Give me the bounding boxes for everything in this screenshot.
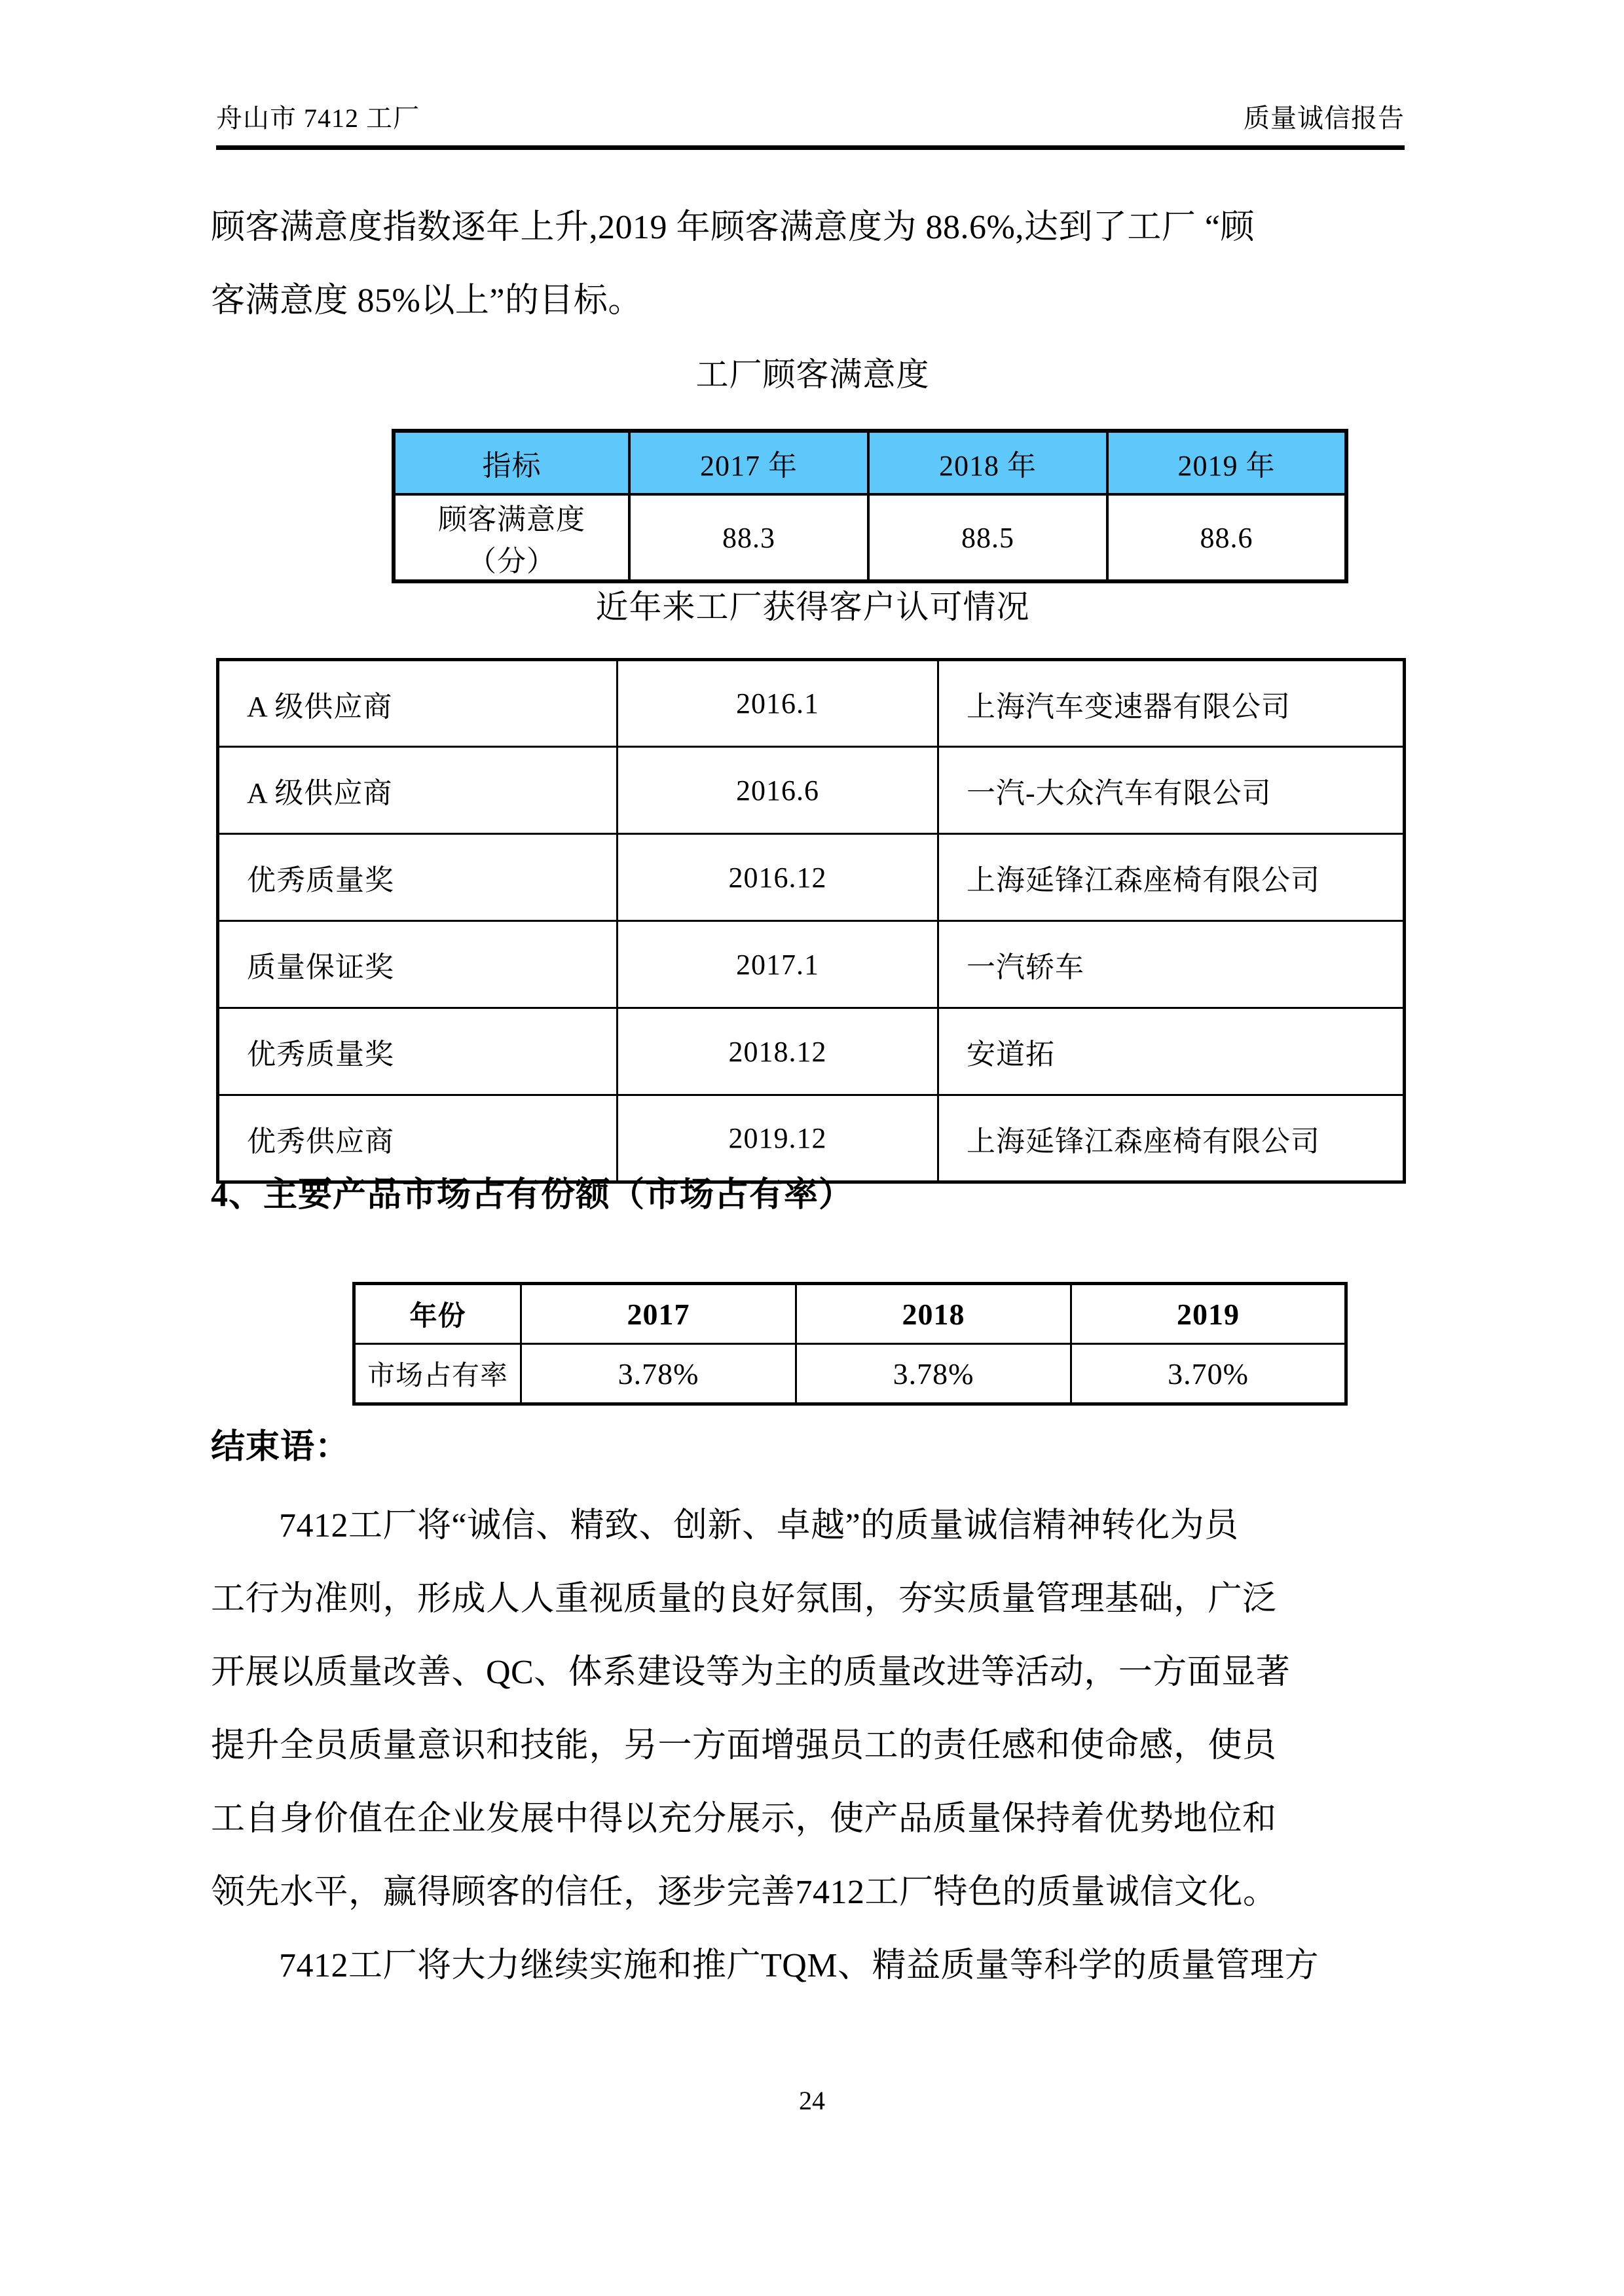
table-cell-customer: 一汽轿车 (938, 921, 1405, 1008)
awards-table-caption-wrap (211, 573, 1414, 641)
closing-p1-line-5: 工自身价值在企业发展中得以充分展示，使产品质量保持着优势地位和 (211, 1800, 1277, 1838)
header-right-text: 质量诚信报告 (1244, 103, 1405, 133)
table-cell-date: 2016.1 (618, 660, 938, 747)
table-row (218, 747, 1405, 834)
intro-paragraph (211, 191, 1414, 338)
table-header-cell: 2018 (796, 1284, 1071, 1344)
table-header-cell: 年份 (354, 1284, 521, 1344)
table-cell-date: 2016.6 (618, 747, 938, 834)
satisfaction-table-caption-wrap (211, 340, 1414, 409)
running-header (216, 103, 1405, 134)
table-header-row (394, 431, 1346, 494)
table-cell-customer: 上海汽车变速器有限公司 (938, 660, 1405, 747)
table-cell-award: 优秀供应商 (218, 1095, 618, 1182)
closing-heading-wrap (211, 1411, 1414, 1484)
table-cell-value: 3.78% (521, 1344, 796, 1404)
intro-line-2: 客满意度 85%以上”的目标。 (211, 282, 642, 319)
header-left-text: 舟山市 7412 工厂 (216, 103, 420, 133)
closing-p1-line-4: 提升全员质量意识和技能，另一方面增强员工的责任感和使命感，使员 (211, 1727, 1277, 1764)
table-cell-customer: 上海延锋江森座椅有限公司 (938, 1095, 1405, 1182)
closing-p1-line-3: 开展以质量改善、QC、体系建设等为主的质量改进等活动，一方面显著 (211, 1654, 1291, 1691)
table-cell-value: 3.70% (1071, 1344, 1346, 1404)
awards-table (216, 658, 1406, 1184)
table-cell-award: 质量保证奖 (218, 921, 618, 1008)
table-cell-customer: 安道拓 (938, 1008, 1405, 1095)
satisfaction-table (392, 429, 1348, 583)
closing-heading: 结束语： (211, 1429, 350, 1466)
section-4-heading-wrap (211, 1159, 1414, 1232)
table-header-cell: 2019 年 (1107, 431, 1346, 494)
section-4-heading: 4、主要产品市场占有份额（市场占有率） (211, 1176, 854, 1214)
satisfaction-table-wrap (392, 429, 1348, 583)
market-share-table (352, 1282, 1348, 1406)
table-header-row (354, 1284, 1346, 1344)
table-header-cell: 指标 (394, 431, 629, 494)
closing-p1-line-6: 领先水平，赢得顾客的信任，逐步完善7412工厂特色的质量诚信文化。 (211, 1874, 1278, 1911)
closing-paragraphs (211, 1489, 1455, 2003)
table-header-cell: 2019 (1071, 1284, 1346, 1344)
satisfaction-table-caption: 工厂顾客满意度 (695, 356, 930, 393)
table-cell-value: 3.78% (796, 1344, 1071, 1404)
table-cell-customer: 一汽-大众汽车有限公司 (938, 747, 1405, 834)
closing-p1-line-1: 7412工厂将“诚信、精致、创新、卓越”的质量诚信精神转化为员 (279, 1507, 1239, 1544)
awards-table-caption: 近年来工厂获得客户认可情况 (595, 589, 1030, 625)
table-row (354, 1344, 1346, 1404)
table-cell-award: A 级供应商 (218, 660, 618, 747)
page-number: 24 (799, 2086, 825, 2115)
table-cell-date: 2018.12 (618, 1008, 938, 1095)
table-cell-award: A 级供应商 (218, 747, 618, 834)
table-row (218, 660, 1405, 747)
table-row (394, 494, 1346, 581)
table-header-cell: 2018 年 (868, 431, 1107, 494)
table-cell-value: 88.5 (868, 494, 1107, 581)
table-cell-customer: 上海延锋江森座椅有限公司 (938, 834, 1405, 921)
market-share-table-wrap (352, 1282, 1348, 1406)
table-cell-metric: 市场占有率 (354, 1344, 521, 1404)
table-row (218, 1008, 1405, 1095)
table-cell-award: 优秀质量奖 (218, 1008, 618, 1095)
table-cell-date: 2016.12 (618, 834, 938, 921)
table-row (218, 921, 1405, 1008)
awards-table-wrap (216, 658, 1406, 1184)
closing-p2-line-1: 7412工厂将大力继续实施和推广TQM、精益质量等科学的质量管理方 (279, 1947, 1320, 1984)
header-divider-rule (216, 145, 1405, 150)
table-header-cell: 2017 年 (629, 431, 868, 494)
table-cell-date: 2017.1 (618, 921, 938, 1008)
intro-line-1: 顾客满意度指数逐年上升,2019 年顾客满意度为 88.6%,达到了工厂 “顾 (211, 209, 1255, 246)
table-cell-date: 2019.12 (618, 1095, 938, 1182)
table-cell-value: 88.6 (1107, 494, 1346, 581)
table-cell-award: 优秀质量奖 (218, 834, 618, 921)
table-cell-metric: 顾客满意度（分） (394, 494, 629, 581)
table-row (218, 834, 1405, 921)
table-cell-value: 88.3 (629, 494, 868, 581)
closing-p1-line-2: 工行为准则，形成人人重视质量的良好氛围，夯实质量管理基础，广泛 (211, 1580, 1277, 1618)
table-header-cell: 2017 (521, 1284, 796, 1344)
